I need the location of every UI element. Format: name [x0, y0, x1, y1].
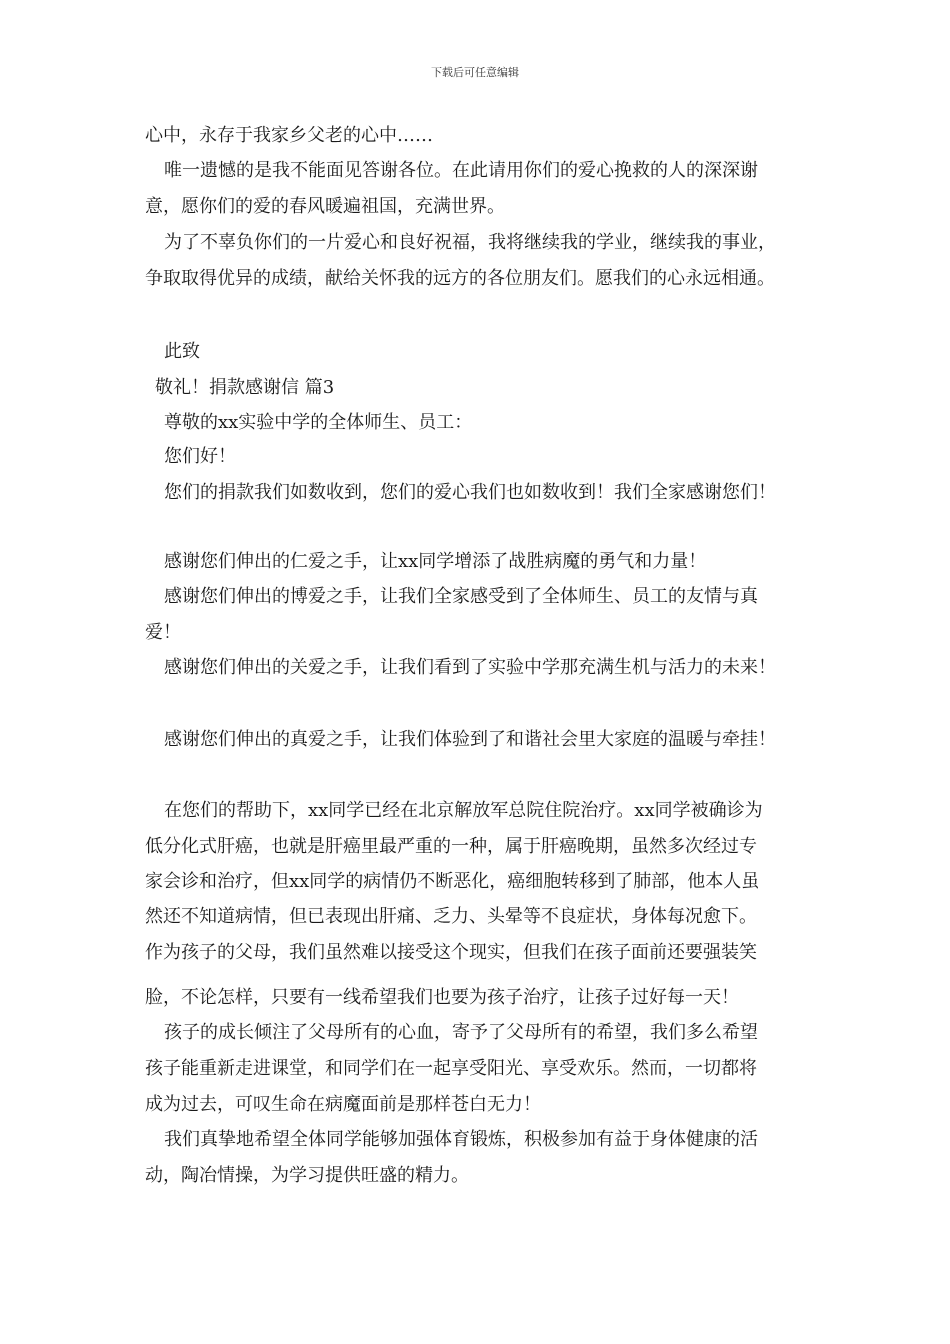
- text-line: 争取取得优异的成绩，献给关怀我的远方的各位朋友们。愿我们的心永远相通。: [145, 268, 775, 289]
- text-line: 为了不辜负你们的一片爱心和良好祝福，我将继续我的学业，继续我的事业，: [164, 232, 776, 253]
- text-line: 心中，永存于我家乡父老的心中……: [145, 125, 433, 146]
- text-line: 意，愿你们的爱的春风暖遍祖国，充满世界。: [145, 196, 505, 217]
- text-line: 作为孩子的父母，我们虽然难以接受这个现实，但我们在孩子面前还要强装笑: [145, 942, 757, 963]
- text-line: 感谢您们伸出的仁爱之手，让xx同学增添了战胜病魔的勇气和力量！: [164, 551, 707, 572]
- text-line: 低分化式肝癌，也就是肝癌里最严重的一种，属于肝癌晚期，虽然多次经过专: [145, 836, 757, 857]
- text-line: 孩子能重新走进课堂，和同学们在一起享受阳光、享受欢乐。然而，一切都将: [145, 1058, 757, 1079]
- section-title: 敬礼！捐款感谢信 篇3: [155, 377, 335, 398]
- closing-text: 此致: [164, 341, 200, 362]
- text-line: 爱！: [145, 622, 181, 643]
- text-line: 感谢您们伸出的关爱之手，让我们看到了实验中学那充满生机与活力的未来！: [164, 657, 776, 678]
- greeting: 您们好！: [164, 446, 236, 467]
- salutation: 尊敬的xx实验中学的全体师生、员工：: [164, 412, 473, 433]
- text-line: 动，陶冶情操，为学习提供旺盛的精力。: [145, 1165, 469, 1186]
- page-header: 下载后可任意编辑: [431, 66, 519, 79]
- text-line: 然还不知道病情，但已表现出肝痛、乏力、头晕等不良症状，身体每况愈下。: [145, 906, 757, 927]
- text-line: 成为过去，可叹生命在病魔面前是那样苍白无力！: [145, 1094, 541, 1115]
- text-line: 唯一遗憾的是我不能面见答谢各位。在此请用你们的爱心挽救的人的深深谢: [164, 160, 758, 181]
- text-line: 感谢您们伸出的真爱之手，让我们体验到了和谐社会里大家庭的温暖与牵挂！: [164, 729, 776, 750]
- text-line: 家会诊和治疗，但xx同学的病情仍不断恶化，癌细胞转移到了肺部，他本人虽: [145, 871, 760, 892]
- text-line: 脸，不论怎样，只要有一线希望我们也要为孩子治疗，让孩子过好每一天！: [145, 987, 739, 1008]
- text-line: 孩子的成长倾注了父母所有的心血，寄予了父母所有的希望，我们多么希望: [164, 1022, 758, 1043]
- text-line: 我们真挚地希望全体同学能够加强体育锻炼，积极参加有益于身体健康的活: [164, 1129, 758, 1150]
- text-line: 感谢您们伸出的博爱之手，让我们全家感受到了全体师生、员工的友情与真: [164, 586, 758, 607]
- text-line: 在您们的帮助下，xx同学已经在北京解放军总院住院治疗。xx同学被确诊为: [164, 800, 763, 821]
- text-line: 您们的捐款我们如数收到，您们的爱心我们也如数收到！我们全家感谢您们！: [164, 482, 776, 503]
